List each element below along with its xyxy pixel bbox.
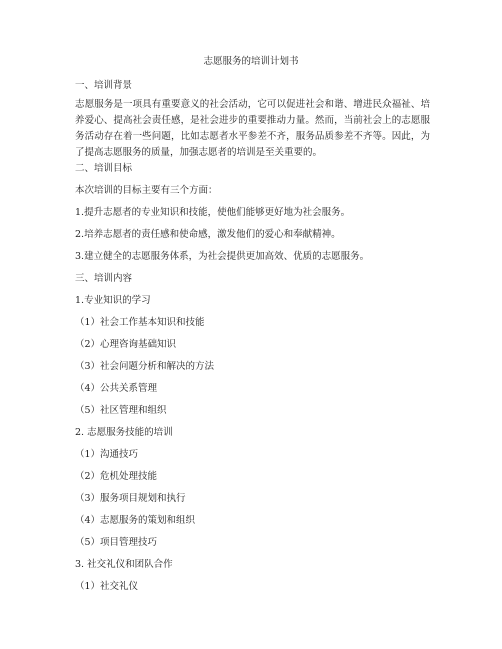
- topic-item: （2）危机处理技能: [75, 471, 158, 482]
- topic-item: （1）社会工作基本知识和技能: [75, 317, 205, 328]
- section-heading-content: 三、培训内容: [75, 273, 133, 284]
- section-heading-goals: 二、培训目标: [75, 163, 133, 174]
- topic-heading: 1.专业知识的学习: [75, 295, 151, 306]
- topic-heading: 2. 志愿服务技能的培训: [75, 427, 173, 438]
- goals-intro: 本次培训的目标主要有三个方面：: [75, 185, 218, 196]
- section-body-background: 志愿服务是一项具有重要意义的社会活动，它可以促进社会和谐、增进民众福祉、培养爱心、提高社会责任感，是社会进步的重要推动力量。然而，当前社会上的志愿服务活动存在着一些问题，比如志愿者水平参差不齐，服务品质参差不齐等。因此，为了提高志愿服务的质量，加强志愿者的培训是至关重要的。: [75, 99, 430, 158]
- goal-item: 3.建立健全的志愿服务体系，为社会提供更加高效、优质的志愿服务。: [75, 251, 370, 262]
- topic-item: （3）社会问题分析和解决的方法: [75, 361, 215, 372]
- topic-item: （5）项目管理技巧: [75, 537, 158, 548]
- document-title: 志愿服务的培训计划书: [203, 56, 299, 67]
- goal-item: 1.提升志愿者的专业知识和技能，使他们能够更好地为社会服务。: [75, 207, 351, 218]
- topic-heading: 3. 社交礼仪和团队合作: [75, 559, 173, 570]
- goal-item: 2.培养志愿者的责任感和使命感，激发他们的爱心和奉献精神。: [75, 229, 341, 240]
- section-heading-background: 一、培训背景: [75, 80, 133, 91]
- topic-item: （2）心理咨询基础知识: [75, 339, 177, 350]
- topic-item: （4）志愿服务的策划和组织: [75, 515, 196, 526]
- topic-item: （4）公共关系管理: [75, 383, 158, 394]
- topic-item: （1）社交礼仪: [75, 581, 139, 592]
- topic-item: （5）社区管理和组织: [75, 405, 167, 416]
- topic-item: （3）服务项目规划和执行: [75, 493, 186, 504]
- topic-item: （1）沟通技巧: [75, 449, 139, 460]
